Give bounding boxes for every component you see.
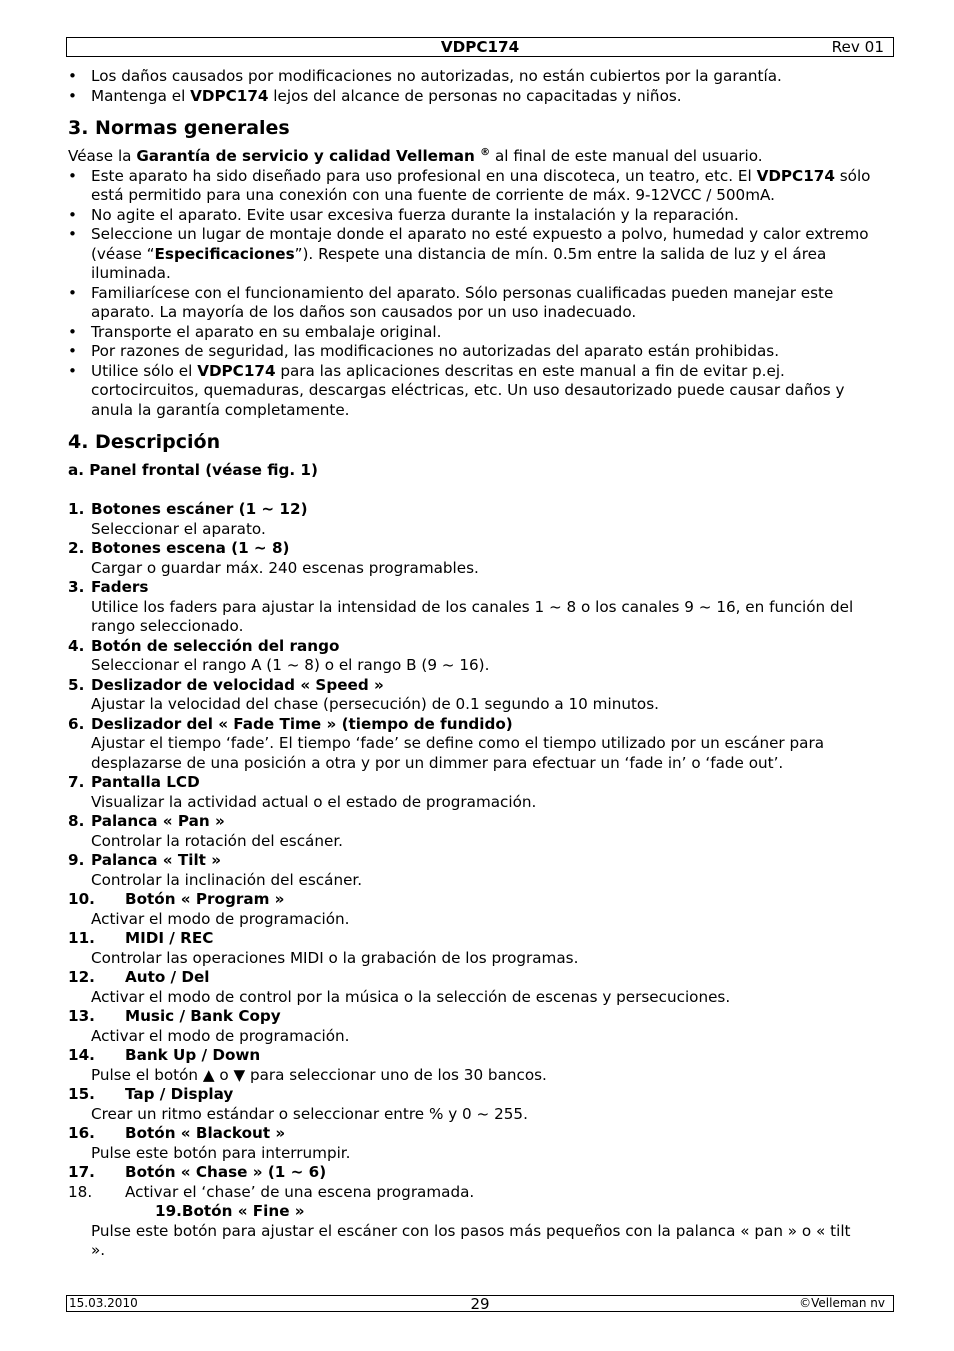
list-item: • Familiarícese con el funcionamiento del aparato. Sólo personas cualificadas pueden manejar este aparato. La mayoría de los daños son causados por un uso inadecuado. (68, 284, 888, 323)
description-item-18: 18. Activar el ‘chase’ de una escena programada. (68, 1182, 475, 1201)
description-item-desc: Cargar o guardar máx. 240 escenas programables. (91, 558, 479, 577)
page-number: 29 (470, 1295, 490, 1313)
description-item-desc: Controlar la rotación del escáner. (91, 831, 344, 850)
list-item: • Este aparato ha sido diseñado para uso profesional en una discoteca, un teatro, etc. El VDPC174 sólo está permitido para una conexión con una fuente de corriente de máx. 9-12VCC / 500mA. (68, 167, 888, 206)
description-item-desc: Pulse el botón ▲ o ▼ para seleccionar uno de los 30 bancos. (91, 1065, 547, 1084)
list-item: • Transporte el aparato en su embalaje original. (68, 323, 888, 343)
description-item-title: 1. Botones escáner (1 ~ 12) (68, 500, 308, 518)
description-item-title: 4. Botón de selección del rango (68, 636, 340, 655)
section-3-bullet-list (68, 167, 888, 421)
description-item-title: 14. Bank Up / Down (68, 1046, 261, 1064)
header-rev: Rev 01 (831, 38, 884, 56)
footer-date: 15.03.2010 (69, 1296, 138, 1310)
description-item-desc: Activar el modo de programación. (91, 1026, 350, 1045)
description-item-19-title: 19.Botón « Fine » (155, 1202, 305, 1220)
description-item-title: 17. Botón « Chase » (1 ~ 6) (68, 1163, 327, 1181)
description-item-title: 2. Botones escena (1 ~ 8) (68, 539, 290, 557)
top-bullet-list (68, 67, 888, 106)
section-4-title: 4. Descripción (68, 431, 221, 453)
list-item: • Utilice sólo el VDPC174 para las aplicaciones descritas en este manual a fin de evitar p.ej. cortocircuitos, quemaduras, descargas eléctricas, etc. Un uso desautorizado puede causar daños y anula la garantía completamente. (68, 362, 888, 421)
description-item-title: 5. Deslizador de velocidad « Speed » (68, 675, 384, 694)
description-item-desc: Ajustar el tiempo ‘fade’. El tiempo ‘fade’ se define como el tiempo utilizado por un escáner para desplazarse de una posición a otra y por un dimmer para efectuar un ‘fade in’ o ‘fade out’. (91, 734, 824, 772)
page-header (66, 37, 894, 57)
list-item: • Por razones de seguridad, las modificaciones no autorizadas del aparato están prohibidas. (68, 342, 888, 362)
list-item: • Seleccione un lugar de montaje donde el aparato no esté expuesto a polvo, humedad y calor extremo (véase “Especificaciones”). Respete una distancia de mín. 0.5m entre la salida de luz y el área iluminada. (68, 225, 888, 284)
description-item-title: 7. Pantalla LCD (68, 773, 200, 791)
description-item-desc: Ajustar la velocidad del chase (persecución) de 0.1 segundo a 10 minutos. (91, 695, 659, 713)
description-item-list (68, 500, 888, 1183)
header-model: VDPC174 (440, 38, 520, 56)
description-item-desc: Seleccionar el rango A (1 ~ 8) o el rango B (9 ~ 16). (91, 656, 490, 674)
description-item-title: 16. Botón « Blackout » (68, 1124, 286, 1142)
page-content (68, 67, 888, 1261)
section-3-title: 3. Normas generales (68, 117, 290, 139)
description-item-desc: Utilice los faders para ajustar la intensidad de los canales 1 ~ 8 o los canales 9 ~ 16, en función del rango seleccionado. (91, 597, 854, 635)
section-4-subtitle: a. Panel frontal (véase fig. 1) (68, 461, 318, 479)
description-item-title: 10. Botón « Program » (68, 890, 285, 908)
footer-copyright: ©Velleman nv (799, 1296, 885, 1310)
description-item-desc: Activar el modo de control por la música o la selección de escenas y persecuciones. (91, 987, 731, 1006)
description-item-title: 3. Faders (68, 578, 149, 596)
description-item-title: 12. Auto / Del (68, 968, 210, 986)
description-item-desc: Visualizar la actividad actual o el estado de programación. (91, 792, 537, 811)
description-item-desc: Crear un ritmo estándar o seleccionar entre % y 0 ~ 255. (91, 1104, 528, 1123)
description-item-title: 6. Deslizador del « Fade Time » (tiempo de fundido) (68, 714, 513, 733)
description-item-title: 9. Palanca « Tilt » (68, 851, 222, 869)
description-item-title: 11. MIDI / REC (68, 929, 214, 947)
description-item-19-desc: Pulse este botón para ajustar el escáner con los pasos más pequeños con la palanca « pan » o « tilt ». (91, 1221, 851, 1259)
description-item-title: 13. Music / Bank Copy (68, 1007, 281, 1025)
description-item-desc: Controlar las operaciones MIDI o la grabación de los programas. (91, 948, 579, 967)
description-item-desc: Activar el modo de programación. (91, 909, 350, 928)
description-item-desc: Seleccionar el aparato. (91, 519, 266, 538)
list-item: • Mantenga el VDPC174 lejos del alcance de personas no capacitadas y niños. (68, 87, 888, 107)
description-item-desc: Pulse este botón para interrumpir. (91, 1143, 351, 1162)
description-item-title: 15. Tap / Display (68, 1085, 234, 1103)
description-item-desc: Controlar la inclinación del escáner. (91, 870, 363, 889)
description-item-title: 8. Palanca « Pan » (68, 812, 225, 830)
page-footer (66, 1295, 894, 1312)
list-item: • No agite el aparato. Evite usar excesiva fuerza durante la instalación y la reparación. (68, 206, 888, 226)
list-item: • Los daños causados por modificaciones no autorizadas, no están cubiertos por la garantía. (68, 67, 888, 87)
section-3-intro: Véase la Garantía de servicio y calidad Velleman ® al final de este manual del usuario. (68, 147, 763, 165)
